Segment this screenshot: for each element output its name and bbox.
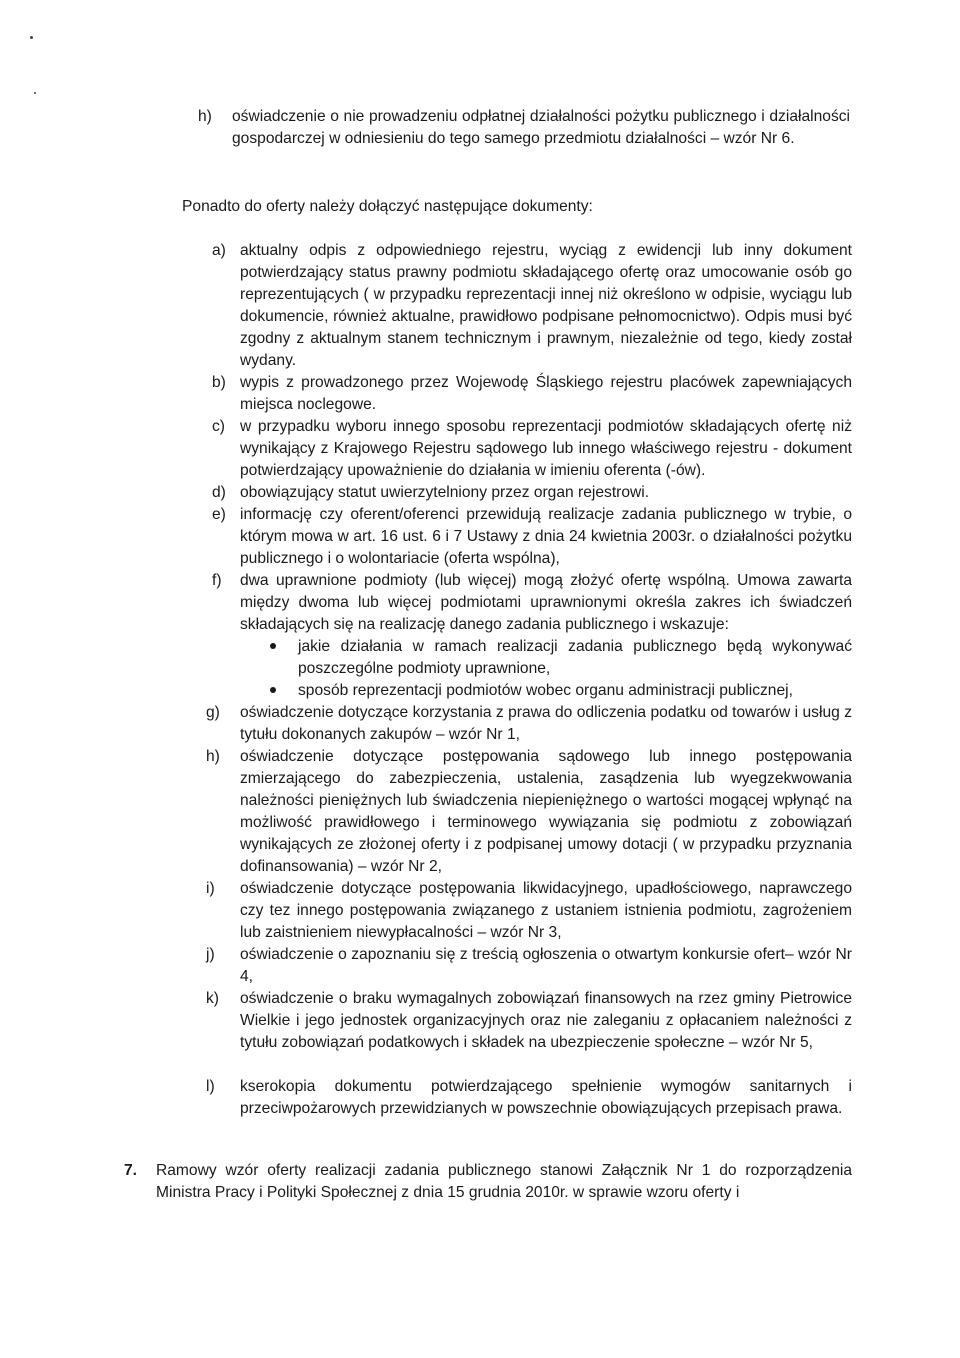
item-text-g: oświadczenie dotyczące korzystania z prawa do odliczenia podatku od towarów i usług z tytułu dokonanych zakupów – wzór Nr 1, <box>240 704 852 744</box>
item-text-f: dwa uprawnione podmioty (lub więcej) mogą złożyć ofertę wspólną. Umowa zawarta między dwoma lub więcej podmiotami uprawnionymi określa zakres ich świadczeń składających się na realizację danego zadania publicznego i wskazuje: <box>240 572 852 634</box>
bullet-dot <box>270 643 276 649</box>
item-text-b: wypis z prowadzonego przez Wojewodę Śląskiego rejestru placówek zapewniających miejsca noclegowe. <box>240 374 852 414</box>
scan-speck <box>34 92 36 94</box>
item-label-j: j) <box>206 946 215 963</box>
item-text-i: oświadczenie dotyczące postępowania likwidacyjnego, upadłościowego, naprawczego czy tez innego postępowania związanego z ustaniem istnienia podmiotu, zagrożeniem lub zaistnieniem niewypłacalności – wzór Nr 3, <box>240 880 852 942</box>
bullet-text-2: sposób reprezentacji podmiotów wobec organu administracji publicznej, <box>298 682 793 699</box>
item-text-d: obowiązujący statut uwierzytelniony przez organ rejestrowi. <box>240 484 650 501</box>
item-text-c: w przypadku wyboru innego sposobu reprezentacji podmiotów składających ofertę niż wynikający z Krajowego Rejestru sądowego lub innego właściwego rejestru - dokument potwierdzający upoważnienie do działania w imieniu oferenta (-ów). <box>240 418 852 480</box>
bullet-dot <box>270 687 276 693</box>
intro-item-text: oświadczenie o nie prowadzeniu odpłatnej działalności pożytku publicznego i działalności gospodarczej w odniesieniu do tego samego przedmiotu działalności – wzór Nr 6. <box>232 108 850 148</box>
item-label-c: c) <box>212 418 225 435</box>
item-label-l: l) <box>206 1078 215 1095</box>
item-text-j: oświadczenie o zapoznaniu się z treścią ogłoszenia o otwartym konkursie ofert– wzór Nr 4, <box>240 946 852 986</box>
section-7-text: Ramowy wzór oferty realizacji zadania publicznego stanowi Załącznik Nr 1 do rozporządzenia Ministra Pracy i Polityki Społecznej z dnia 15 grudnia 2010r. w sprawie wzoru oferty i <box>156 1162 852 1202</box>
item-label-d: d) <box>212 484 226 501</box>
item-text-e: informację czy oferent/oferenci przewidują realizacje zadania publicznego w trybie, o którym mowa w art. 16 ust. 6 i 7 Ustawy z dnia 24 kwietnia 2003r. o działalności pożytku publicznego i o wolontariacie (oferta wspólna), <box>240 506 852 568</box>
item-text-l: kserokopia dokumentu potwierdzającego spełnienie wymogów sanitarnych i przeciwpożarowych przewidzianych w powszechnie obowiązujących przepisach prawa. <box>240 1078 852 1118</box>
item-label-f: f) <box>212 572 222 589</box>
item-label-b: b) <box>212 374 226 391</box>
section-7-number: 7. <box>124 1162 138 1179</box>
intro-item-label: h) <box>198 108 212 125</box>
item-label-g: g) <box>206 704 220 721</box>
scan-speck <box>30 36 33 39</box>
bullet-text-1: jakie działania w ramach realizacji zadania publicznego będą wykonywać poszczególne podmioty uprawnione, <box>298 638 852 678</box>
item-label-e: e) <box>212 506 226 523</box>
item-label-a: a) <box>212 242 226 259</box>
item-text-k: oświadczenie o braku wymagalnych zobowiązań finansowych na rzez gminy Pietrowice Wielkie i jego jednostek organizacyjnych oraz nie zaleganiu z opłacaniem należności z tytułu zobowiązań podatkowych i składek na ubezpieczenie społeczne – wzór Nr 5, <box>240 990 852 1052</box>
item-label-k: k) <box>206 990 219 1007</box>
item-label-i: i) <box>206 880 215 897</box>
item-label-h: h) <box>206 748 220 765</box>
documents-heading: Ponadto do oferty należy dołączyć następujące dokumenty: <box>182 198 593 215</box>
item-text-a: aktualny odpis z odpowiedniego rejestru, wyciąg z ewidencji lub inny dokument potwierdzający status prawny podmiotu składającego ofertę oraz umocowanie osób go reprezentujących ( w przypadku reprezentacji innej niż określono w odpisie, wyciągu lub dokumencie, również aktualne, prawidłowo podpisane pełnomocnictwo). Odpis musi być zgodny z aktualnym stanem technicznym i prawnym, niezależnie od tego, kiedy został wydany. <box>240 242 852 370</box>
item-text-h: oświadczenie dotyczące postępowania sądowego lub innego postępowania zmierzającego do zabezpieczenia, ustalenia, zasądzenia lub wyegzekwowania należności pieniężnych lub świadczenia niepieniężnego o wartości mogącej wpłynąć na możliwość prawidłowego i terminowego wywiązania się podmiotu z zobowiązań wynikających ze złożonej oferty i z podpisanej umowy dotacji ( w przypadku przyznania dofinansowania) – wzór Nr 2, <box>240 748 852 876</box>
